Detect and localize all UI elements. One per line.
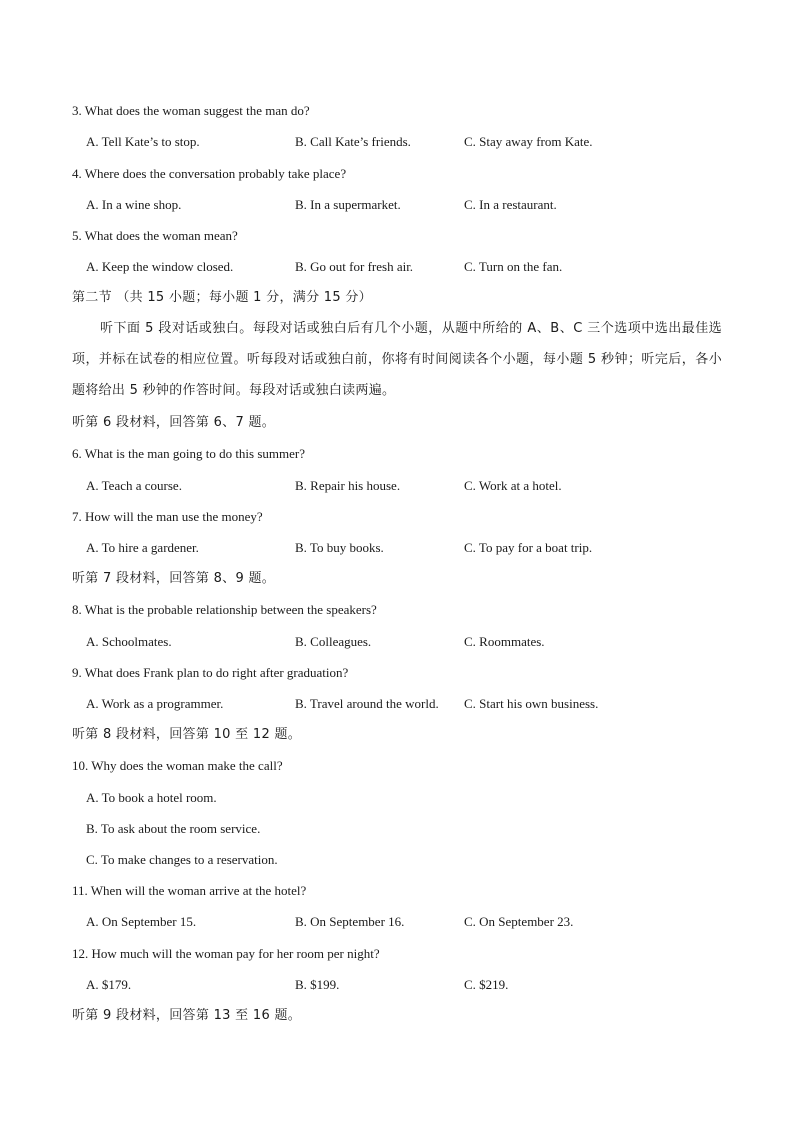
q10-option-c: C. To make changes to a reservation. <box>86 852 278 867</box>
q7-option-b: B. To buy books. <box>295 540 384 555</box>
q7-option-c: C. To pay for a boat trip. <box>464 540 593 555</box>
question-5-stem: 5. What does the woman mean? <box>72 228 238 243</box>
q9-option-b: B. Travel around the world. <box>295 696 439 711</box>
q11-option-a: A. On September 15. <box>86 914 197 929</box>
q11-option-c: C. On September 23. <box>464 914 574 929</box>
q3-option-c: C. Stay away from Kate. <box>464 134 593 149</box>
question-3-stem: 3. What does the woman suggest the man do? <box>72 103 310 118</box>
q8-option-a: A. Schoolmates. <box>86 634 172 649</box>
section-2-instructions: 听下面 5 段对话或独白。每段对话或独白后有几个小题，从题中所给的 A、B、C 三个选项中选出最佳选项，并标在试卷的相应位置。听每段对话或独白前，你将有时间阅读各个小题，每小题 5 秒钟；听完后，各小题将给出 5 秒钟的作答时间。每段对话或独白读两遍。 <box>72 321 722 398</box>
question-6-stem: 6. What is the man going to do this summer? <box>72 446 306 461</box>
q9-option-a: A. Work as a programmer. <box>86 696 224 711</box>
q5-option-c: C. Turn on the fan. <box>464 259 563 274</box>
q4-option-c: C. In a restaurant. <box>464 197 557 212</box>
q3-option-b: B. Call Kate’s friends. <box>295 134 411 149</box>
q6-option-c: C. Work at a hotel. <box>464 478 562 493</box>
q9-option-c: C. Start his own business. <box>464 696 599 711</box>
q12-option-a: A. $179. <box>86 977 132 992</box>
q6-option-b: B. Repair his house. <box>295 478 401 493</box>
q4-option-b: B. In a supermarket. <box>295 197 401 212</box>
question-10-stem: 10. Why does the woman make the call? <box>72 758 283 773</box>
question-4-stem: 4. Where does the conversation probably take place? <box>72 166 347 181</box>
q8-option-b: B. Colleagues. <box>295 634 372 649</box>
q5-option-a: A. Keep the window closed. <box>86 259 234 274</box>
q12-option-b: B. $199. <box>295 977 340 992</box>
q4-option-a: A. In a wine shop. <box>86 197 182 212</box>
question-8-stem: 8. What is the probable relationship between the speakers? <box>72 602 377 617</box>
material-9-header: 听第 9 段材料，回答第 13 至 16 题。 <box>72 1008 302 1023</box>
q10-option-a: A. To book a hotel room. <box>86 790 217 805</box>
q11-option-b: B. On September 16. <box>295 914 405 929</box>
question-7-stem: 7. How will the man use the money? <box>72 509 263 524</box>
q6-option-a: A. Teach a course. <box>86 478 182 493</box>
q3-option-a: A. Tell Kate’s to stop. <box>86 134 200 149</box>
question-11-stem: 11. When will the woman arrive at the hotel? <box>72 883 307 898</box>
q12-option-c: C. $219. <box>464 977 509 992</box>
q5-option-b: B. Go out for fresh air. <box>295 259 414 274</box>
question-9-stem: 9. What does Frank plan to do right after graduation? <box>72 665 349 680</box>
q7-option-a: A. To hire a gardener. <box>86 540 199 555</box>
section-2-heading: 第二节 （共 15 小题；每小题 1 分，满分 15 分） <box>72 290 372 305</box>
material-8-header: 听第 8 段材料，回答第 10 至 12 题。 <box>72 727 302 742</box>
material-7-header: 听第 7 段材料，回答第 8、9 题。 <box>72 571 276 586</box>
q10-option-b: B. To ask about the room service. <box>86 821 261 836</box>
q8-option-c: C. Roommates. <box>464 634 545 649</box>
material-6-header: 听第 6 段材料，回答第 6、7 题。 <box>72 415 276 430</box>
question-12-stem: 12. How much will the woman pay for her room per night? <box>72 946 380 961</box>
